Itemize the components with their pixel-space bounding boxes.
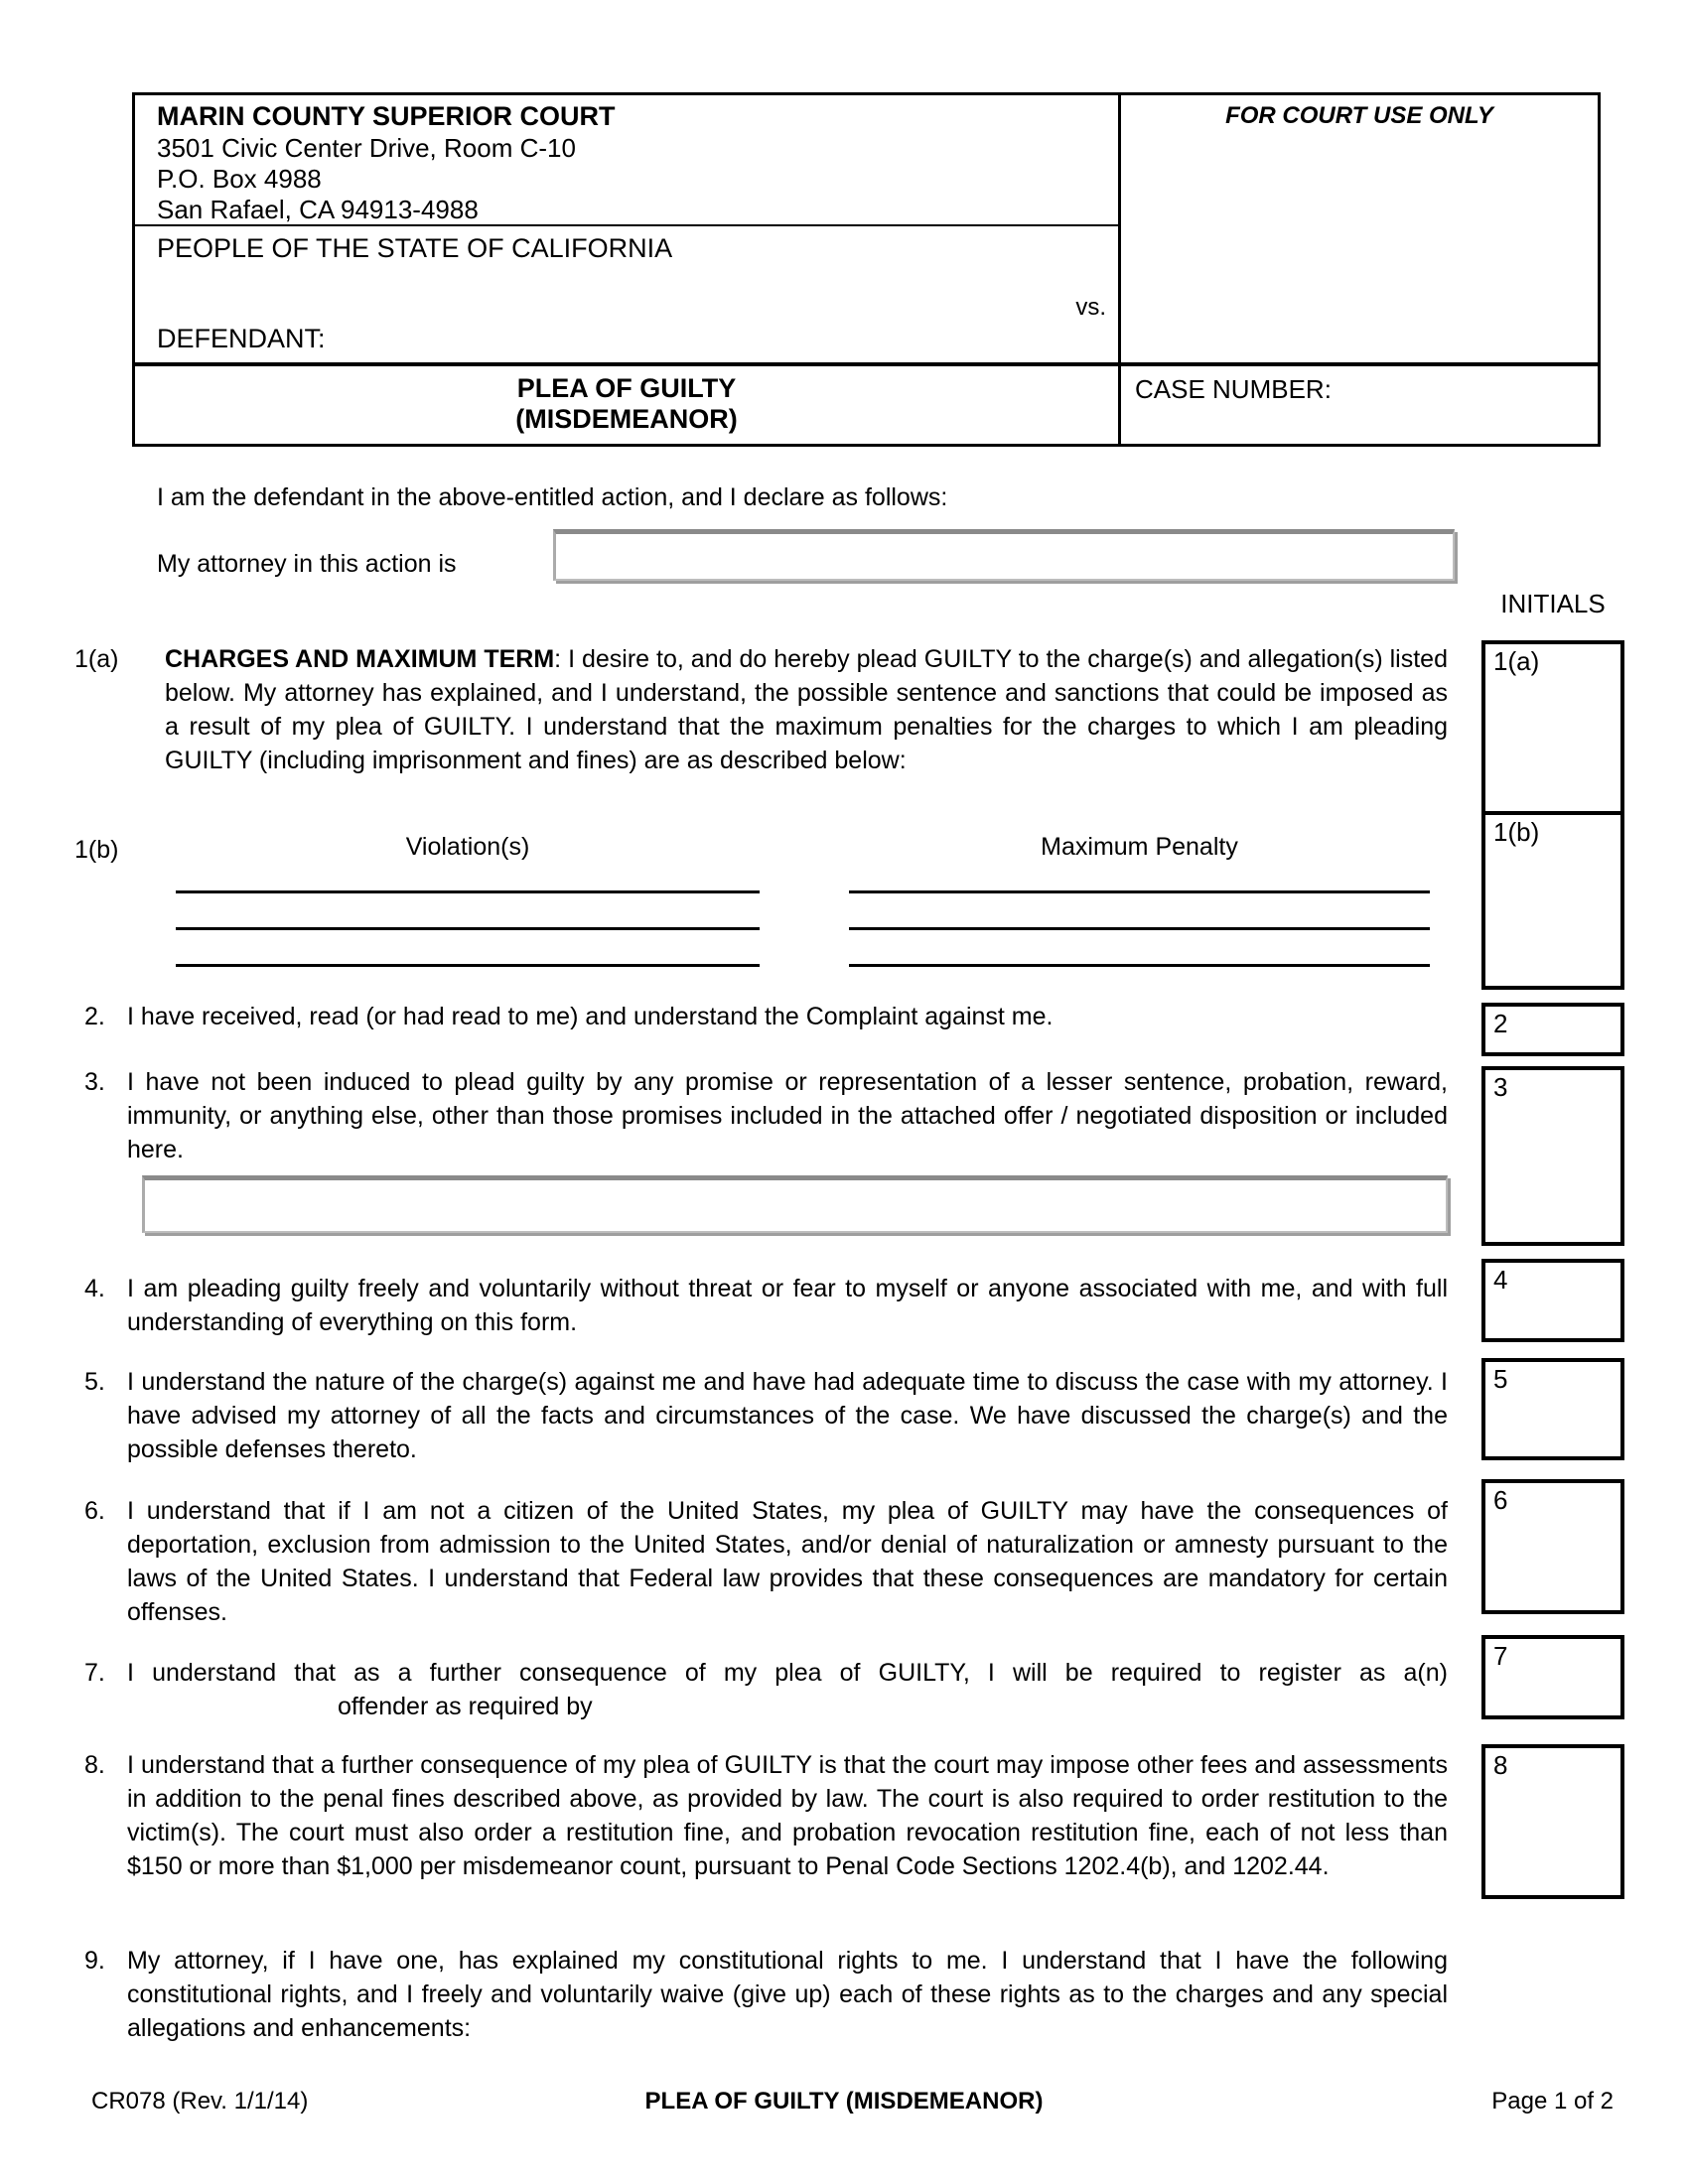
- item-3-text: I have not been induced to plead guilty by any promise or representation of a lesser sentence, probation, reward, immunity, or anything else, other than those promises included in the attached offer / negotiated disposition or included here.: [127, 1068, 1448, 1163]
- item-9-number: 9.: [84, 1947, 105, 1975]
- versus-label: vs.: [1075, 294, 1106, 321]
- item-7-text-line1: I understand that as a further consequence of my plea of GUILTY, I will be required to register as a(n): [127, 1659, 1448, 1687]
- item-8-text: I understand that a further consequence of my plea of GUILTY is that the court may impose other fees and assessments in addition to the penal fines described above, as provided by law. The court is also required to order restitution to the victim(s). The court must also order a restitution fine, and probation revocation restitution fine, each of not less than $150 or more than $1,000 per misdemeanor count, pursuant to Penal Code Sections 1202.4(b), and 1202.44.: [127, 1751, 1448, 1880]
- item-2-text: I have received, read (or had read to me) and understand the Complaint against me.: [127, 1003, 1054, 1030]
- item-9-text: My attorney, if I have one, has explained my constitutional rights to me. I understand that I have the following constitutional rights, and I freely and voluntarily waive (give up) each of these rights as to the charges and any special allegations and enhancements:: [127, 1947, 1448, 2042]
- case-caption-table: [132, 92, 1601, 447]
- form-title-line2: (MISDEMEANOR): [515, 404, 738, 434]
- max-penalty-column-header: Maximum Penalty: [1041, 833, 1238, 861]
- item-5-text: I understand the nature of the charge(s) against me and have had adequate time to discuss the case with my attorney. I have advised my attorney of all the facts and circumstances of the case. We have discussed the charge(s) and the possible defenses thereto.: [127, 1368, 1448, 1463]
- penalty-line-1: [849, 890, 1430, 893]
- footer-title: PLEA OF GUILTY (MISDEMEANOR): [644, 2088, 1044, 2115]
- penalty-line-2: [849, 927, 1430, 930]
- attorney-name-input[interactable]: [553, 529, 1455, 581]
- item-1b-number: 1(b): [74, 836, 119, 864]
- initials-box-4: 4: [1481, 1259, 1624, 1342]
- item-8-number: 8.: [84, 1751, 105, 1779]
- item-2-number: 2.: [84, 1003, 105, 1030]
- item-7-number: 7.: [84, 1659, 105, 1687]
- violation-line-3: [176, 964, 760, 967]
- initials-box-7: 7: [1481, 1635, 1624, 1719]
- violation-line-2: [176, 927, 760, 930]
- case-number-label: CASE NUMBER:: [1135, 374, 1332, 404]
- item-3: [84, 1065, 1448, 1166]
- item-1a-text: CHARGES AND MAXIMUM TERM: I desire to, and do hereby plead GUILTY to the charge(s) and allegation(s) listed below. My attorney has explained, and I understand, the possible sentence and sanctions that could be imposed as a result of my plea of GUILTY. I understand that the maximum penalties for the charges to which I am pleading GUILTY (including imprisonment and fines) are as described below:: [165, 645, 1448, 774]
- court-address-line3: San Rafael, CA 94913-4988: [157, 195, 479, 224]
- defendant-label: DEFENDANT:: [157, 324, 326, 353]
- initials-box-5: 5: [1481, 1358, 1624, 1460]
- form-title-line1: PLEA OF GUILTY: [516, 373, 737, 403]
- promises-entry-input[interactable]: [142, 1175, 1448, 1233]
- item-6-number: 6.: [84, 1497, 105, 1525]
- initials-box-2: 2: [1481, 1003, 1624, 1056]
- declaration-text: I am the defendant in the above-entitled action, and I declare as follows:: [157, 483, 948, 511]
- item-8: [84, 1748, 1448, 1883]
- court-name: MARIN COUNTY SUPERIOR COURT: [157, 101, 616, 131]
- footer-page-number: Page 1 of 2: [1491, 2088, 1614, 2115]
- for-court-use-block: [1121, 95, 1598, 362]
- item-6: [84, 1494, 1448, 1629]
- parties-block: [135, 226, 1121, 362]
- item-5: [84, 1365, 1448, 1466]
- item-9: [84, 1944, 1448, 2045]
- item-6-text: I understand that if I am not a citizen of the United States, my plea of GUILTY may have the consequences of deportation, exclusion from admission to the United States, and/or denial of naturalization or amnesty pursuant to the laws of the United States. I understand that Federal law provides that these consequences are mandatory for certain offenses.: [127, 1497, 1448, 1626]
- footer-form-number: CR078 (Rev. 1/1/14): [91, 2088, 309, 2115]
- violation-line-1: [176, 890, 760, 893]
- penalty-line-3: [849, 964, 1430, 967]
- initials-box-3: 3: [1481, 1066, 1624, 1246]
- initials-box-1a: 1(a): [1481, 640, 1624, 815]
- item-2: [84, 1000, 1448, 1033]
- court-address-line1: 3501 Civic Center Drive, Room C-10: [157, 133, 576, 163]
- plaintiff-name: PEOPLE OF THE STATE OF CALIFORNIA: [157, 233, 673, 263]
- item-4-text: I am pleading guilty freely and voluntarily without threat or fear to myself or anyone associated with me, and with full understanding of everything on this form.: [127, 1275, 1448, 1336]
- initials-box-6: 6: [1481, 1479, 1624, 1614]
- initials-column-header: INITIALS: [1500, 589, 1606, 618]
- item-4: [84, 1272, 1448, 1339]
- attorney-label: My attorney in this action is: [157, 550, 457, 578]
- court-address-line2: P.O. Box 4988: [157, 164, 322, 194]
- item-1a: [74, 642, 1448, 777]
- item-7-text-line2: offender as required by: [338, 1693, 593, 1720]
- case-number-block: [1121, 362, 1598, 444]
- initials-box-8: 8: [1481, 1744, 1624, 1899]
- violations-column-header: Violation(s): [405, 833, 530, 861]
- for-court-use-label: FOR COURT USE ONLY: [1225, 102, 1493, 129]
- item-3-number: 3.: [84, 1068, 105, 1096]
- item-4-number: 4.: [84, 1275, 105, 1302]
- item-1a-number: 1(a): [74, 645, 119, 673]
- court-address-block: [135, 95, 1121, 226]
- item-1a-lead: CHARGES AND MAXIMUM TERM: [165, 645, 555, 673]
- item-7: [84, 1656, 1448, 1723]
- initials-box-1b: 1(b): [1481, 811, 1624, 990]
- item-5-number: 5.: [84, 1368, 105, 1396]
- form-title-block: [135, 362, 1121, 444]
